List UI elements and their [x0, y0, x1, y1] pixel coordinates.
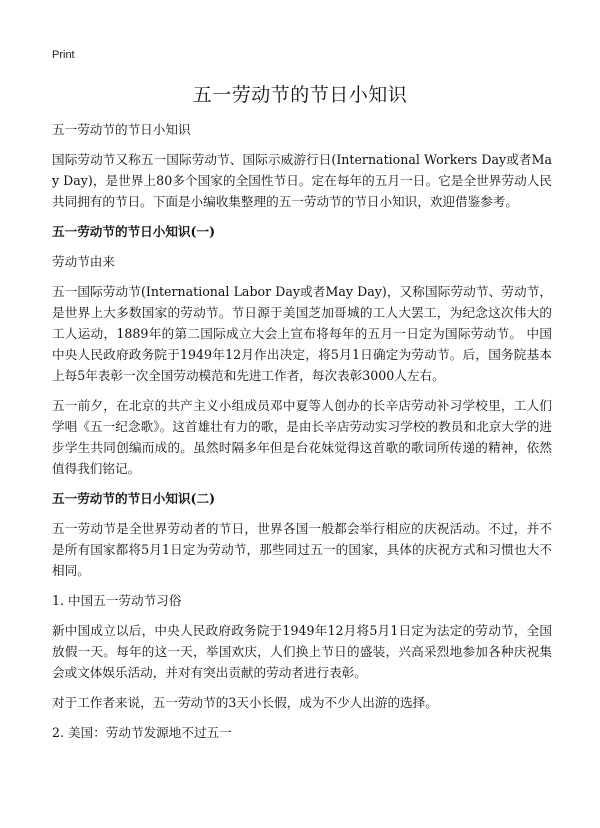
- item1-heading: 1. 中国五一劳动节习俗: [52, 593, 182, 608]
- item1-paragraph-2: 对于工作者来说，五一劳动节的3天小长假，成为不少人出游的选择。: [52, 695, 438, 710]
- section1-paragraph-1: 五一国际劳动节(International Labor Day或者May Day)，又称国际劳动节、劳动节，是世界上大多数国家的劳动节。节日源于美国芝加哥城的工人大罢工，为纪念这次伟大的工人运动，1889年的第二国际成立大会上宣布将每年的五月一日定为国际劳动节。 中国中央人民政府政务院于1949年12月作出决定，将5月1日确定为劳动节。后，国务院基本上每5年表彰一次全国劳动模范和先进工作者，每次表彰3000人左右。: [52, 284, 552, 383]
- print-label: Print: [52, 49, 75, 61]
- section2-paragraph-1: 五一劳动节是全世界劳动者的节日，世界各国一般都会举行相应的庆祝活动。不过，并不是所有国家都将5月1日定为劳动节，那些同过五一的国家，具体的庆祝方式和习惯也大不相同。: [52, 521, 552, 578]
- page-title: 五一劳动节的节日小知识: [192, 84, 408, 106]
- article-body: [52, 119, 552, 752]
- article-subtitle: 五一劳动节的节日小知识: [52, 122, 191, 137]
- item2-heading: 2. 美国：劳动节发源地不过五一: [52, 725, 232, 740]
- section2-heading: 五一劳动节的节日小知识(二): [52, 491, 216, 506]
- section1-paragraph-2: 五一前夕，在北京的共产主义小组成员邓中夏等人创办的长辛店劳动补习学校里，工人们学唱《五一纪念歌》。这首雄壮有力的歌，是由长辛店劳动实习学校的教员和北京大学的进步学生共同创编而成的。虽然时隔多年但是台花妹觉得这首歌的歌词所传递的精神，依然值得我们铭记。: [52, 398, 552, 476]
- intro-paragraph: 国际劳动节又称五一国际劳动节、国际示威游行日(International Workers Day或者May Day)，是世界上80多个国家的全国性节日。定在每年的五月一日。它是全世界劳动人民共同拥有的节日。下面是小编收集整理的五一劳动节的节日小知识，欢迎借鉴参考。: [52, 152, 552, 209]
- section1-heading: 五一劳动节的节日小知识(一): [52, 224, 216, 239]
- item1-paragraph-1: 新中国成立以后，中央人民政府政务院于1949年12月将5月1日定为法定的劳动节，全国放假一天。每年的这一天，举国欢庆，人们换上节日的盛装，兴高采烈地参加各种庆祝集会或文体娱乐活动，并对有突出贡献的劳动者进行表彰。: [52, 623, 552, 680]
- section1-subheading: 劳动节由来: [52, 254, 115, 269]
